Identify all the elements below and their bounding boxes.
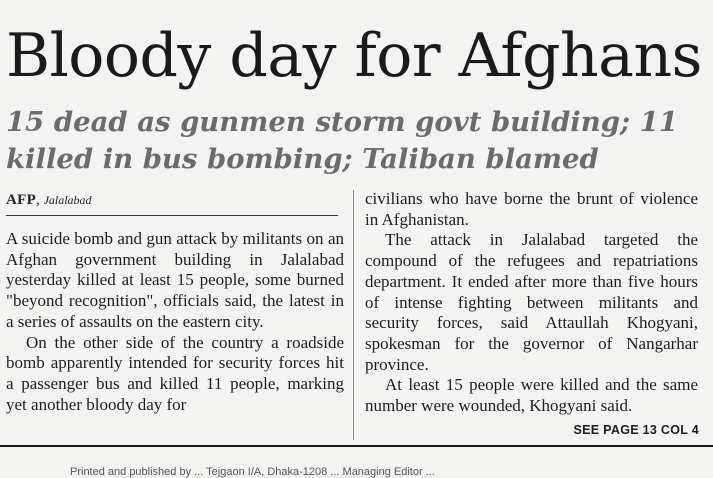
column-divider xyxy=(353,190,354,440)
byline-place: Jalalabad xyxy=(43,193,92,207)
deck-subheadline: 15 dead as gunmen storm govt building; 11 killed in bus bombing; Taliban blamed xyxy=(6,106,678,175)
paragraph: On the other side of the country a roadside bomb apparently intended for security forces hit a passenger bus and killed 11 people, marking yet another bloody day for xyxy=(6,332,344,414)
paragraph: civilians who have borne the brunt of violence in Afghanistan. xyxy=(365,189,698,229)
article-column-right xyxy=(365,189,698,417)
byline xyxy=(6,192,92,209)
article-column-left xyxy=(6,229,344,415)
headline: Bloody day for Afghans xyxy=(6,21,702,91)
byline-separator: , xyxy=(36,192,44,208)
page-bottom-rule xyxy=(0,445,713,447)
byline-agency: AFP xyxy=(6,192,37,208)
imprint-line: Printed and published by ... Tejgaon I/A, Dhaka-1208 ... Managing Editor ... xyxy=(70,466,435,478)
paragraph: At least 15 people were killed and the same number were wounded, Khogyani said. xyxy=(365,375,698,416)
jump-line: SEE PAGE 13 COL 4 xyxy=(573,423,699,437)
paragraph: The attack in Jalalabad targeted the compound of the refugees and repatriations department. It ended after more than five hours of intense fighting between militants and security forces, said Attaullah Khogyani, spokesman for the governor of Nangarhar province. xyxy=(365,230,698,374)
paragraph: A suicide bomb and gun attack by militants on an Afghan government building in Jalalabad yesterday killed at least 15 people, some burned "beyond recognition", officials said, the latest in a series of assaults on the eastern city. xyxy=(6,229,344,331)
byline-rule xyxy=(6,215,338,216)
